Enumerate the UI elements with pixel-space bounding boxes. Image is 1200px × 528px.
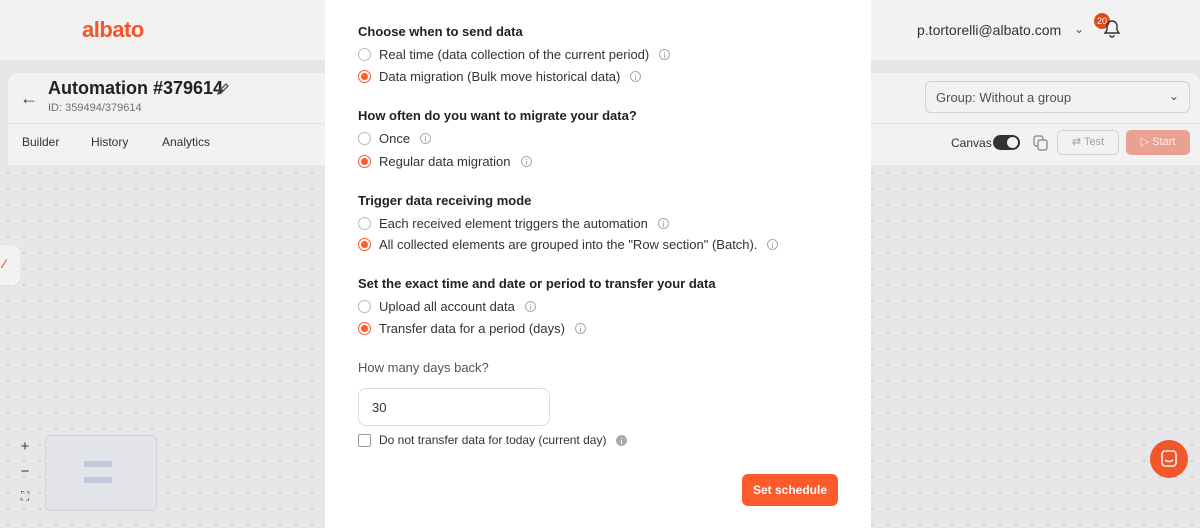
- option-once[interactable]: [358, 131, 431, 146]
- user-email[interactable]: p.tortorelli@albato.com: [917, 22, 1062, 38]
- option-label: All collected elements are grouped into the "Row section" (Batch).: [379, 237, 758, 252]
- option-label: Data migration (Bulk move historical data): [379, 69, 621, 84]
- back-arrow-icon[interactable]: ←: [20, 88, 38, 108]
- automation-id: ID: 359494/379614: [48, 102, 142, 114]
- tab-analytics[interactable]: Analytics: [162, 135, 211, 149]
- info-icon[interactable]: [659, 49, 670, 60]
- option-batch[interactable]: [358, 237, 778, 252]
- fit-view-button[interactable]: ⛶: [20, 489, 30, 503]
- section-title-period: Set the exact time and date or period to transfer your data: [358, 276, 716, 291]
- radio-button[interactable]: [358, 322, 371, 335]
- info-icon[interactable]: [420, 133, 431, 144]
- days-back-label: How many days back?: [358, 360, 489, 375]
- option-label: Upload all account data: [379, 299, 515, 314]
- option-data-migration[interactable]: [358, 69, 641, 84]
- exclude-today-option[interactable]: [358, 433, 627, 447]
- section-title-frequency: How often do you want to migrate your data?: [358, 108, 637, 123]
- start-button-label: Start: [1152, 136, 1176, 148]
- radio-button[interactable]: [358, 155, 371, 168]
- radio-button[interactable]: [358, 238, 371, 251]
- albato-logo[interactable]: albato: [82, 17, 144, 42]
- option-label: Each received element triggers the automation: [379, 216, 648, 231]
- test-button-label: Test: [1083, 136, 1105, 148]
- info-icon[interactable]: [616, 435, 627, 446]
- info-icon[interactable]: [525, 301, 536, 312]
- section-title-trigger-mode: Trigger data receiving mode: [358, 193, 532, 208]
- option-label: Real time (data collection of the current period): [379, 47, 650, 62]
- start-button[interactable]: ▷ Start: [1126, 130, 1190, 155]
- chevron-down-icon: ⌄: [1169, 89, 1180, 103]
- info-icon[interactable]: [658, 218, 669, 229]
- option-label: Regular data migration: [379, 154, 511, 169]
- schedule-modal: [325, 0, 871, 528]
- radio-button[interactable]: [358, 48, 371, 61]
- chevron-down-icon[interactable]: ⌄: [1074, 22, 1085, 36]
- option-label: Once: [379, 131, 411, 146]
- option-period-days[interactable]: [358, 321, 586, 336]
- exclude-today-label: Do not transfer data for today (current day): [379, 433, 607, 447]
- option-real-time[interactable]: [358, 47, 670, 62]
- info-icon[interactable]: [575, 323, 586, 334]
- info-icon[interactable]: [630, 71, 641, 82]
- group-select-value: Group: Without a group: [936, 90, 1072, 105]
- section-title-send-when: Choose when to send data: [358, 24, 523, 39]
- automation-title: Automation #379614: [48, 78, 224, 98]
- radio-button[interactable]: [358, 217, 371, 230]
- test-button[interactable]: ⇄ Test: [1057, 130, 1119, 155]
- wand-icon: ⁄: [3, 257, 6, 271]
- option-each-element[interactable]: [358, 216, 669, 231]
- set-schedule-button[interactable]: Set schedule: [742, 474, 838, 506]
- option-regular-migration[interactable]: [358, 154, 532, 169]
- zoom-out-button[interactable]: −: [20, 463, 30, 480]
- radio-button[interactable]: [358, 70, 371, 83]
- option-upload-all[interactable]: [358, 299, 536, 314]
- canvas-label: Canvas: [951, 136, 992, 150]
- zoom-in-button[interactable]: +: [20, 438, 30, 455]
- radio-button[interactable]: [358, 132, 371, 145]
- notification-badge: 20: [1094, 13, 1110, 29]
- radio-button[interactable]: [358, 300, 371, 313]
- exclude-today-checkbox[interactable]: [358, 434, 371, 447]
- days-back-input[interactable]: [358, 388, 550, 426]
- info-icon[interactable]: [521, 156, 532, 167]
- tab-history[interactable]: History: [91, 135, 129, 149]
- tab-builder[interactable]: Builder: [22, 135, 60, 149]
- option-label: Transfer data for a period (days): [379, 321, 565, 336]
- info-icon[interactable]: [767, 239, 778, 250]
